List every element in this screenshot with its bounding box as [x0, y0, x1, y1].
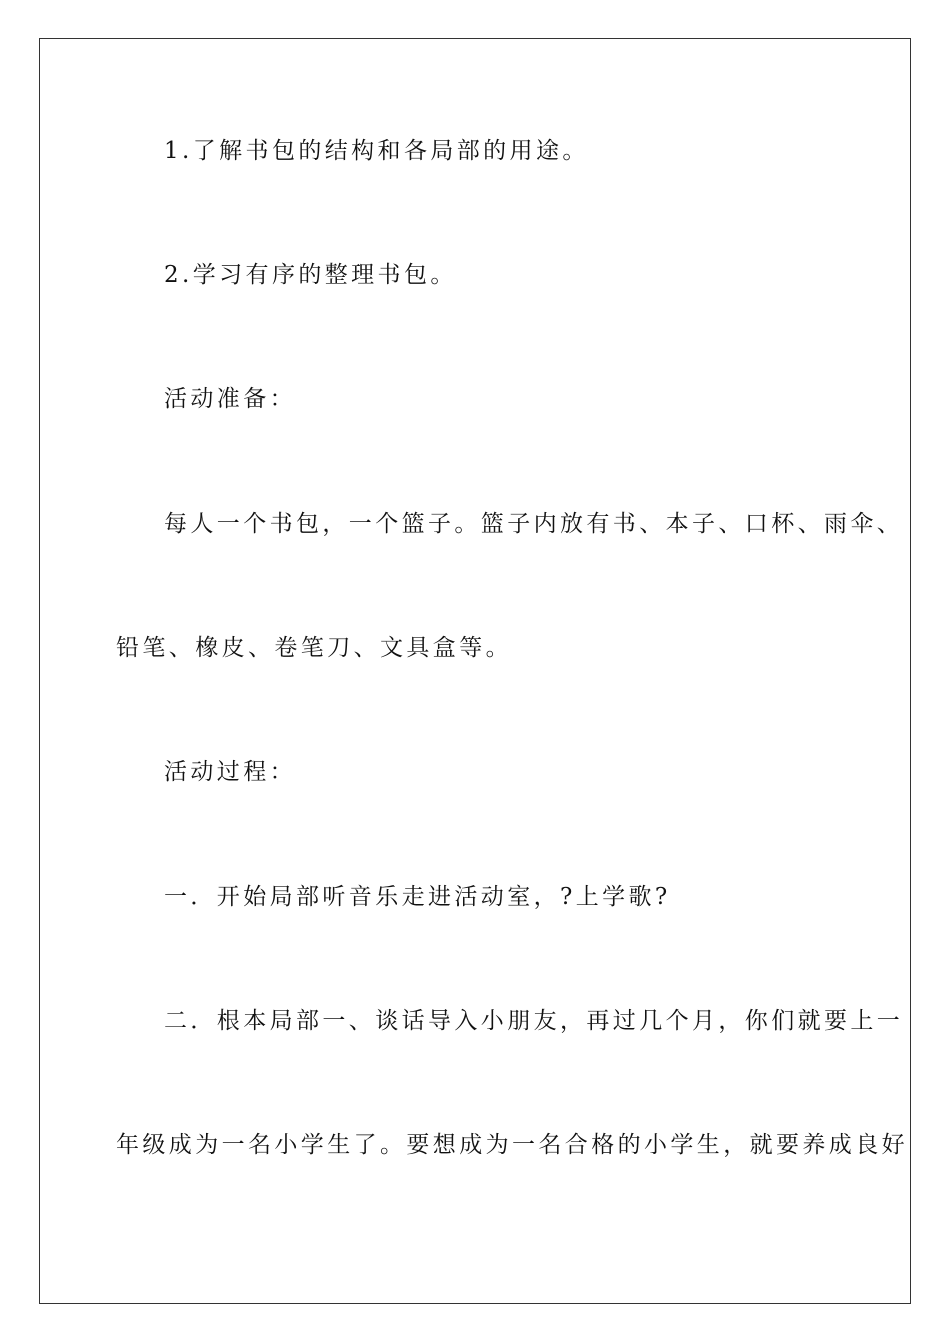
section-heading-process: 活动过程：: [164, 759, 296, 785]
process-step-1: 一．开始局部听音乐走进活动室，?上学歌?: [164, 884, 671, 910]
process-step-2-line-1: 二．根本局部一、谈话导入小朋友，再过几个月，你们就要上一: [164, 1008, 904, 1034]
page-border: [39, 38, 911, 1304]
process-step-2-line-2: 年级成为一名小学生了。要想成为一名合格的小学生，就要养成良好: [116, 1132, 908, 1158]
goal-item-1: 1.了解书包的结构和各局部的用途。: [164, 138, 589, 164]
section-heading-preparation: 活动准备：: [164, 386, 296, 412]
goal-item-2: 2.学习有序的整理书包。: [164, 262, 457, 288]
preparation-text-line-2: 铅笔、橡皮、卷笔刀、文具盒等。: [116, 635, 512, 661]
preparation-text-line-1: 每人一个书包，一个篮子。篮子内放有书、本子、口杯、雨伞、: [164, 511, 904, 537]
